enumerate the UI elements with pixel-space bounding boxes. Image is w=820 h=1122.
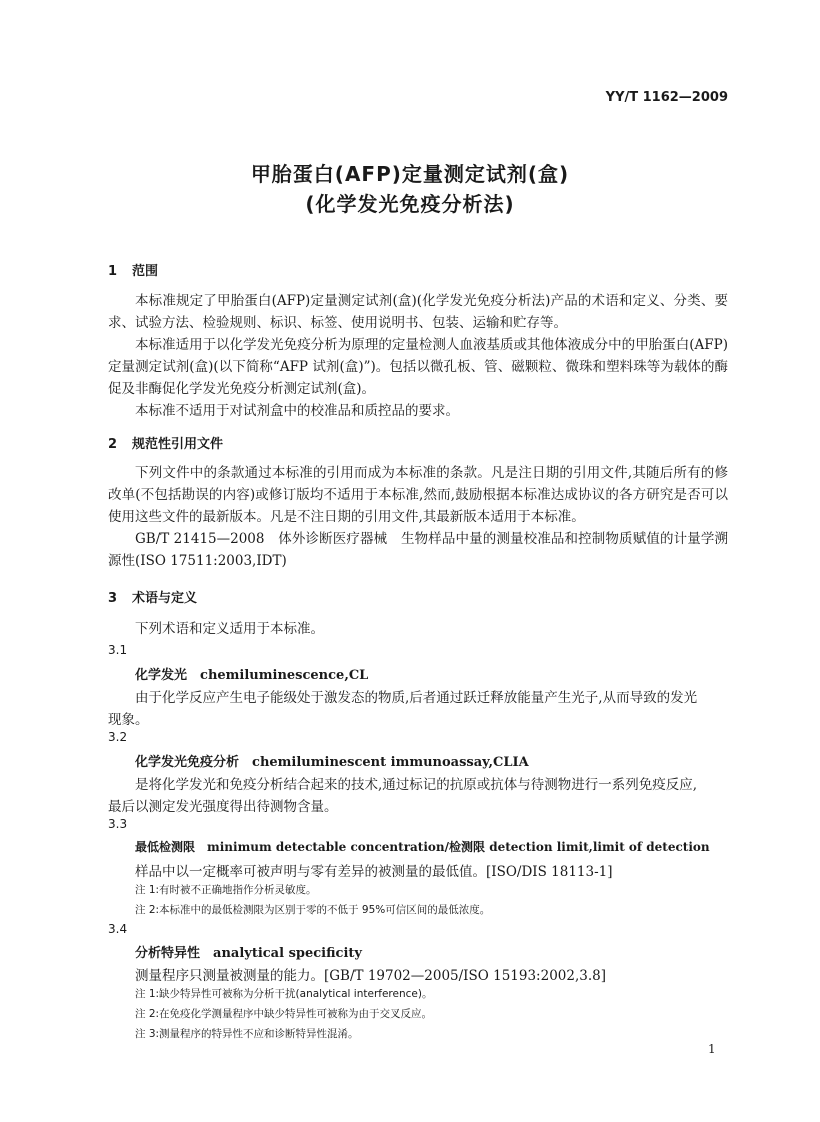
term-english: minimum detectable concentration/: [207, 840, 450, 854]
document-title-line2: (化学发光免疫分析法): [305, 192, 515, 216]
section-title: 范围: [132, 264, 159, 279]
term-3-3-definition: 样品中以一定概率可被声明与零有差异的被测量的最低值。[ISO/DIS 18113-1]: [135, 864, 613, 880]
term-chinese: 最低检测限: [135, 840, 196, 854]
term-3-4-note-2: 注 2:在免疫化学测量程序中缺少特异性可被称为由于交叉反应。: [135, 1008, 433, 1020]
section-2-heading: [108, 433, 223, 452]
section-3-heading: [108, 587, 197, 606]
term-3-3-number: 3.3: [108, 817, 128, 831]
term-english: chemiluminescence,CL: [200, 668, 369, 683]
term-english: chemiluminescent immunoassay,CLIA: [252, 755, 529, 770]
section-1-heading: [108, 260, 158, 279]
term-3-2-title: [135, 751, 529, 770]
term-3-2-definition-line2: 最后以测定发光强度得出待测物含量。: [108, 799, 338, 815]
term-chinese: 分析特异性: [135, 946, 201, 961]
term-3-3-note-2: 注 2:本标准中的最低检测限为区别于零的不低于 95%可信区间的最低浓度。: [135, 904, 491, 916]
section-title: 规范性引用文件: [132, 437, 224, 452]
term-english: analytical specificity: [213, 946, 362, 961]
section-3-intro: 下列术语和定义适用于本标准。: [135, 621, 324, 637]
term-chinese-alt: 检测限: [449, 840, 486, 854]
term-english-alt: detection limit,limit of detection: [489, 840, 710, 854]
standard-code: YY/T 1162—2009: [605, 90, 728, 105]
term-3-4-note-1: 注 1:缺少特异性可被称为分析干扰(analytical interference)。: [135, 988, 433, 1000]
term-3-2-number: 3.2: [108, 730, 128, 744]
term-3-3-title: [135, 838, 710, 855]
section-number: 1: [108, 264, 118, 279]
section-1-paragraph-3: 本标准不适用于对试剂盒中的校准品和质控品的要求。: [135, 403, 459, 419]
section-title: 术语与定义: [132, 591, 198, 606]
section-2-reference: GB/T 21415—2008 体外诊断医疗器械 生物样品中量的测量校准品和控制物质赋值的计量学溯源性(ISO 17511:2003,IDT): [108, 531, 728, 569]
term-3-1-title: [135, 664, 368, 683]
term-3-1-number: 3.1: [108, 643, 128, 657]
term-3-4-note-3: 注 3:测量程序的特异性不应和诊断特异性混淆。: [135, 1028, 359, 1040]
term-3-2-definition-line1: 是将化学发光和免疫分析结合起来的技术,通过标记的抗原或抗体与待测物进行一系列免疫反应,: [135, 777, 698, 793]
document-title-line1: 甲胎蛋白(AFP)定量测定试剂(盒): [250, 162, 570, 186]
term-3-1-definition-line1: 由于化学反应产生电子能级处于激发态的物质,后者通过跃迁释放能量产生光子,从而导致的发光: [135, 690, 698, 706]
section-2-paragraph-1: 下列文件中的条款通过本标准的引用而成为本标准的条款。凡是注日期的引用文件,其随后所有的修改单(不包括勘误的内容)或修订版均不适用于本标准,然而,鼓励根据本标准达成协议的各方研究是否可以使用这些文件的最新版本。凡是不注日期的引用文件,其最新版本适用于本标准。: [108, 465, 728, 525]
term-3-1-definition-line2: 现象。: [108, 712, 149, 728]
section-1-paragraph-2: 本标准适用于以化学发光免疫分析为原理的定量检测人血液基质或其他体液成分中的甲胎蛋白(AFP)定量测定试剂(盒)(以下简称“AFP 试剂(盒)”)。包括以微孔板、管、磁颗粒、微珠和塑料珠等为载体的酶促及非酶促化学发光免疫分析测定试剂(盒)。: [108, 337, 728, 397]
term-chinese: 化学发光免疫分析: [135, 755, 240, 770]
term-3-3-note-1: 注 1:有时被不正确地指作分析灵敏度。: [135, 884, 317, 896]
term-3-4-number: 3.4: [108, 922, 128, 936]
section-number: 2: [108, 437, 118, 452]
term-chinese: 化学发光: [135, 668, 188, 683]
page-number: 1: [708, 1042, 716, 1056]
term-3-4-title: [135, 942, 362, 961]
section-1-paragraph-1: 本标准规定了甲胎蛋白(AFP)定量测定试剂(盒)(化学发光免疫分析法)产品的术语和定义、分类、要求、试验方法、检验规则、标识、标签、使用说明书、包装、运输和贮存等。: [108, 293, 728, 331]
section-number: 3: [108, 591, 118, 606]
term-3-4-definition: 测量程序只测量被测量的能力。[GB/T 19702—2005/ISO 15193:2002,3.8]: [135, 968, 606, 984]
